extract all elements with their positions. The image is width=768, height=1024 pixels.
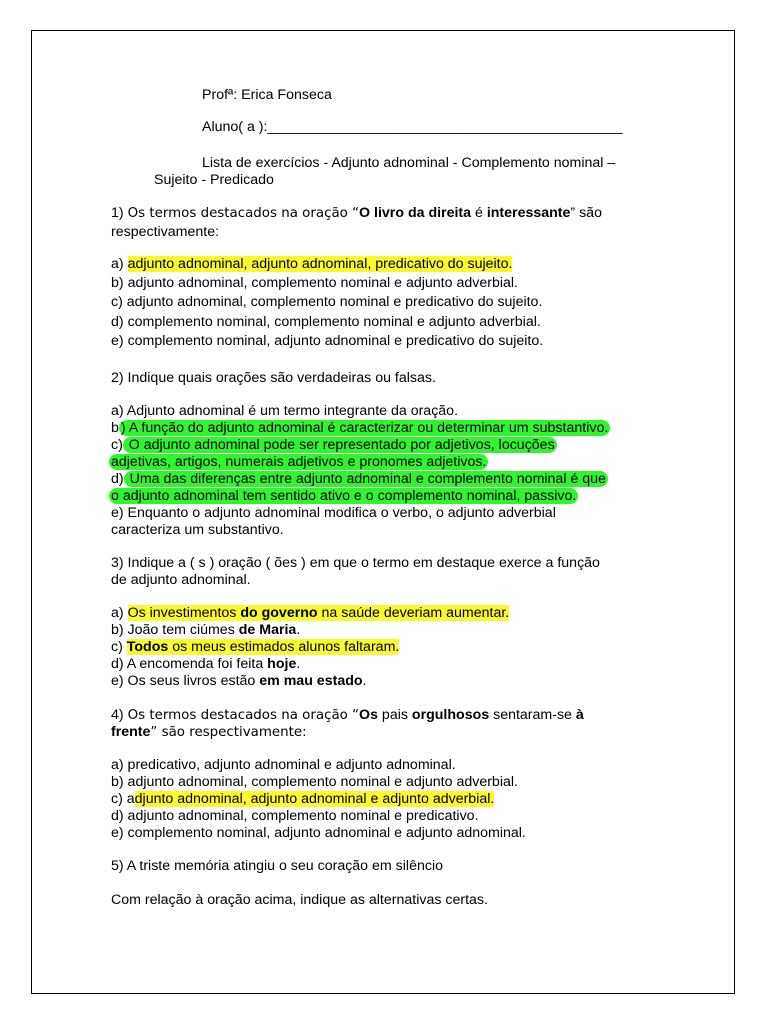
q4-option-a: a) predicativo, adjunto adnominal e adjunto adnominal.	[111, 757, 456, 773]
highlight-green: ) A função do adjunto adnominal é caracterizar ou determinar um substantivo.	[120, 420, 609, 436]
student-field: Aluno( a ):_____________________________________________	[202, 119, 623, 135]
highlight-green: Uma das diferenças entre adjunto adnominal e complemento nominal é que	[125, 471, 606, 487]
q3-prompt: 3) Indique a ( s ) oração ( ões ) em que o termo em destaque exerce a função	[111, 555, 600, 571]
q1-option-e: e) complemento nominal, adjunto adnominal e predicativo do sujeito.	[111, 333, 544, 349]
q2-statement-c: c) O adjunto adnominal pode ser representado por adjetivos, locuções	[111, 437, 555, 453]
highlight-green: o adjunto adnominal tem sentido ativo e o complemento nominal, passivo.	[111, 488, 577, 504]
list-title-continued: Sujeito - Predicado	[154, 172, 274, 188]
teacher-name: Profª: Erica Fonseca	[202, 87, 332, 103]
q2-statement-b: b ) A função do adjunto adnominal é caracterizar ou determinar um substantivo.	[111, 420, 609, 436]
q3-option-d: d) A encomenda foi feita hoje.	[111, 656, 301, 672]
q3-prompt-continued: de adjunto adnominal.	[111, 572, 251, 588]
q3-option-a: a) Os investimentos do governo na saúde deveriam aumentar.	[111, 605, 510, 621]
q1-option-a: a) adjunto adnominal, adjunto adnominal, predicativo do sujeito.	[111, 256, 513, 272]
list-title: Lista de exercícios - Adjunto adnominal - Complemento nominal –	[202, 155, 616, 171]
q1-option-d: d) complemento nominal, complemento nominal e adjunto adverbial.	[111, 314, 541, 330]
highlight-yellow: djunto adnominal, adjunto adnominal e adjunto adverbial.	[134, 791, 495, 807]
q2-prompt: 2) Indique quais orações são verdadeiras ou falsas.	[111, 370, 436, 386]
q4-option-c: c) adjunto adnominal, adjunto adnominal e adjunto adverbial.	[111, 791, 495, 807]
q4-prompt: 4) Os termos destacados na oração “Os pais orgulhosos sentaram-se à	[111, 707, 584, 723]
q4-option-e: e) complemento nominal, adjunto adnominal e adjunto adnominal.	[111, 825, 526, 841]
q5-instruction: Com relação à oração acima, indique as alternativas certas.	[111, 892, 488, 908]
q3-option-b: b) João tem ciúmes de Maria.	[111, 622, 301, 638]
q3-option-e: e) Os seus livros estão em mau estado.	[111, 673, 367, 689]
q2-statement-d: d) Uma das diferenças entre adjunto adnominal e complemento nominal é que	[111, 471, 606, 487]
highlight-yellow: Os investimentos do governo na saúde deveriam aumentar.	[127, 605, 510, 621]
q4-prompt-continued: frente” são respectivamente:	[111, 724, 307, 740]
q4-option-b: b) adjunto adnominal, complemento nominal e adjunto adverbial.	[111, 774, 518, 790]
q2-statement-a: a) Adjunto adnominal é um termo integrante da oração.	[111, 403, 459, 419]
q1-prompt: 1) Os termos destacados na oração “O livro da direita é interessante” são	[111, 205, 602, 221]
highlight-green: adjetivas, artigos, numerais adjetivos e pronomes adjetivos.	[111, 454, 487, 470]
q3-option-c: c) Todos os meus estimados alunos faltaram.	[111, 639, 400, 655]
highlight-yellow: adjunto adnominal, adjunto adnominal, predicativo do sujeito.	[127, 256, 513, 272]
highlight-green: O adjunto adnominal pode ser representado por adjetivos, locuções	[124, 437, 555, 453]
q1-option-c: c) adjunto adnominal, complemento nominal e predicativo do sujeito.	[111, 294, 543, 310]
q4-option-d: d) adjunto adnominal, complemento nominal e predicativo.	[111, 808, 479, 824]
q2-statement-e-continued: caracteriza um substantivo.	[111, 522, 284, 538]
q2-statement-c-continued	[109, 454, 488, 471]
page-border	[31, 30, 735, 994]
q2-statement-e: e) Enquanto o adjunto adnominal modifica o verbo, o adjunto adverbial	[111, 505, 556, 521]
q5-prompt: 5) A triste memória atingiu o seu coração em silêncio	[111, 858, 443, 874]
highlight-yellow: Todos os meus estimados alunos faltaram.	[126, 639, 400, 655]
q1-option-b: b) adjunto adnominal, complemento nominal e adjunto adverbial.	[111, 275, 518, 291]
q2-statement-d-continued	[109, 488, 578, 505]
q1-prompt-continued: respectivamente:	[111, 224, 220, 240]
